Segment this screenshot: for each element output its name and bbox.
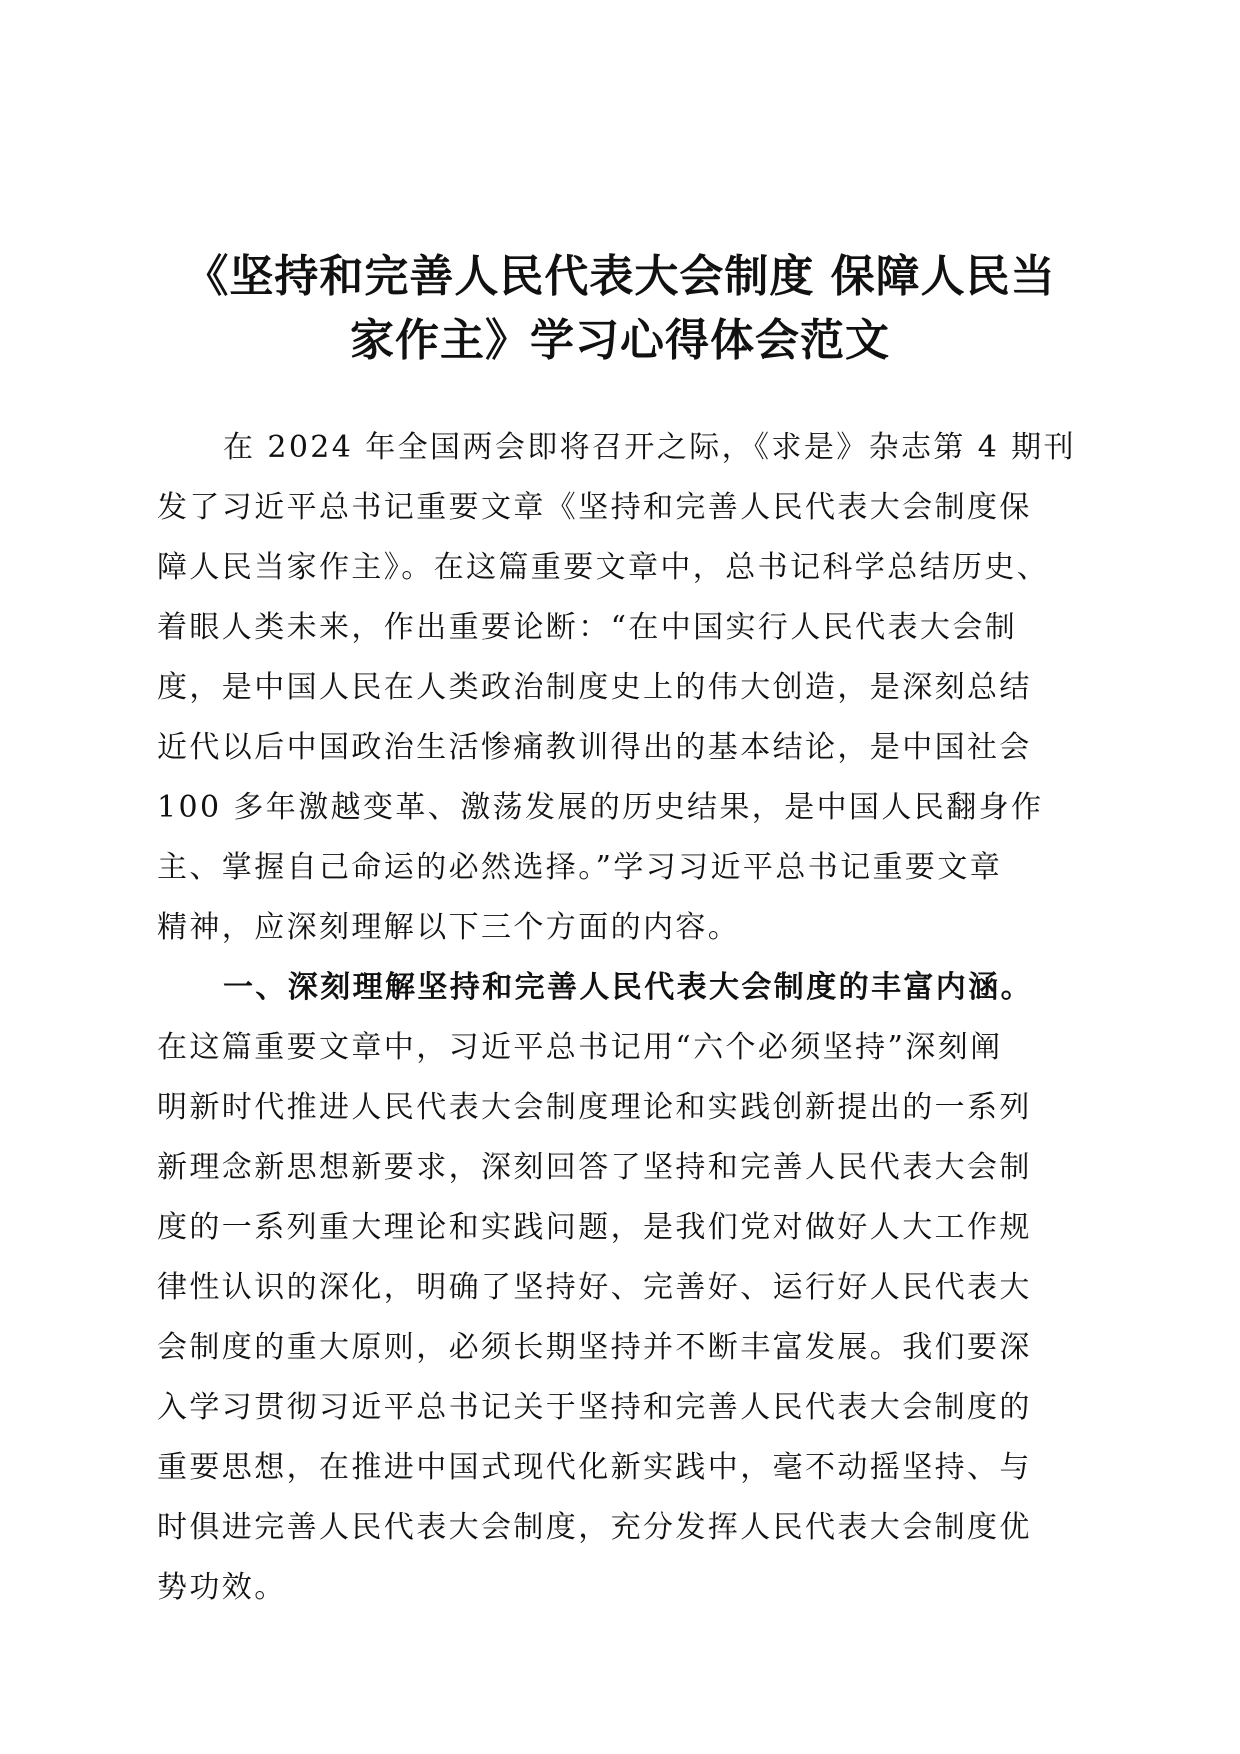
paragraph-1-line: 着眼人类未来，作出重要论断：“在中国实行人民代表大会制 xyxy=(157,610,1018,645)
paragraph-1-line: 障人民当家作主》。在这篇重要文章中，总书记科学总结历史、 xyxy=(157,550,1050,585)
document-title xyxy=(150,245,1090,373)
paragraph-2-line: 新理念新思想新要求，深刻回答了坚持和完善人民代表大会制 xyxy=(157,1150,1032,1185)
paragraph-2-line: 度的一系列重大理论和实践问题，是我们党对做好人大工作规 xyxy=(157,1210,1032,1245)
paragraph-1-line: 在 2024 年全国两会即将召开之际，《求是》杂志第 4 期刊 xyxy=(223,430,1076,465)
paragraph-1 xyxy=(157,418,1076,958)
paragraph-1-line: 主、掌握自己命运的必然选择。”学习习近平总书记重要文章 xyxy=(157,850,1003,885)
paragraph-2-line: 势功效。 xyxy=(157,1570,287,1605)
document-body xyxy=(157,418,1076,1618)
paragraph-1-line: 近代以后中国政治生活惨痛教训得出的基本结论，是中国社会 xyxy=(157,730,1032,765)
section-1 xyxy=(157,958,1067,1618)
title-line-2: 家作主》学习心得体会范文 xyxy=(350,315,890,366)
paragraph-1-line: 精神，应深刻理解以下三个方面的内容。 xyxy=(157,910,741,945)
paragraph-1-line: 度，是中国人民在人类政治制度史上的伟大创造，是深刻总结 xyxy=(157,670,1032,705)
paragraph-2-line: 重要思想，在推进中国式现代化新实践中，毫不动摇坚持、与 xyxy=(157,1450,1032,1485)
paragraph-1-line: 100 多年激越变革、激荡发展的历史结果，是中国人民翻身作 xyxy=(157,790,1044,825)
paragraph-2-line: 入学习贯彻习近平总书记关于坚持和完善人民代表大会制度的 xyxy=(157,1390,1032,1425)
section-1-heading: 一、深刻理解坚持和完善人民代表大会制度的丰富内涵。 xyxy=(223,970,1033,1005)
paragraph-2-line: 会制度的重大原则，必须长期坚持并不断丰富发展。我们要深 xyxy=(157,1330,1032,1365)
paragraph-2-line: 在这篇重要文章中，习近平总书记用“六个必须坚持”深刻阐 xyxy=(157,1030,1003,1065)
paragraph-2-line: 明新时代推进人民代表大会制度理论和实践创新提出的一系列 xyxy=(157,1090,1032,1125)
paragraph-2-line: 律性认识的深化，明确了坚持好、完善好、运行好人民代表大 xyxy=(157,1270,1032,1305)
paragraph-2-line: 时俱进完善人民代表大会制度，充分发挥人民代表大会制度优 xyxy=(157,1510,1032,1545)
paragraph-1-line: 发了习近平总书记重要文章《坚持和完善人民代表大会制度保 xyxy=(157,490,1032,525)
title-line-1: 《坚持和完善人民代表大会制度 保障人民当 xyxy=(184,251,1056,302)
